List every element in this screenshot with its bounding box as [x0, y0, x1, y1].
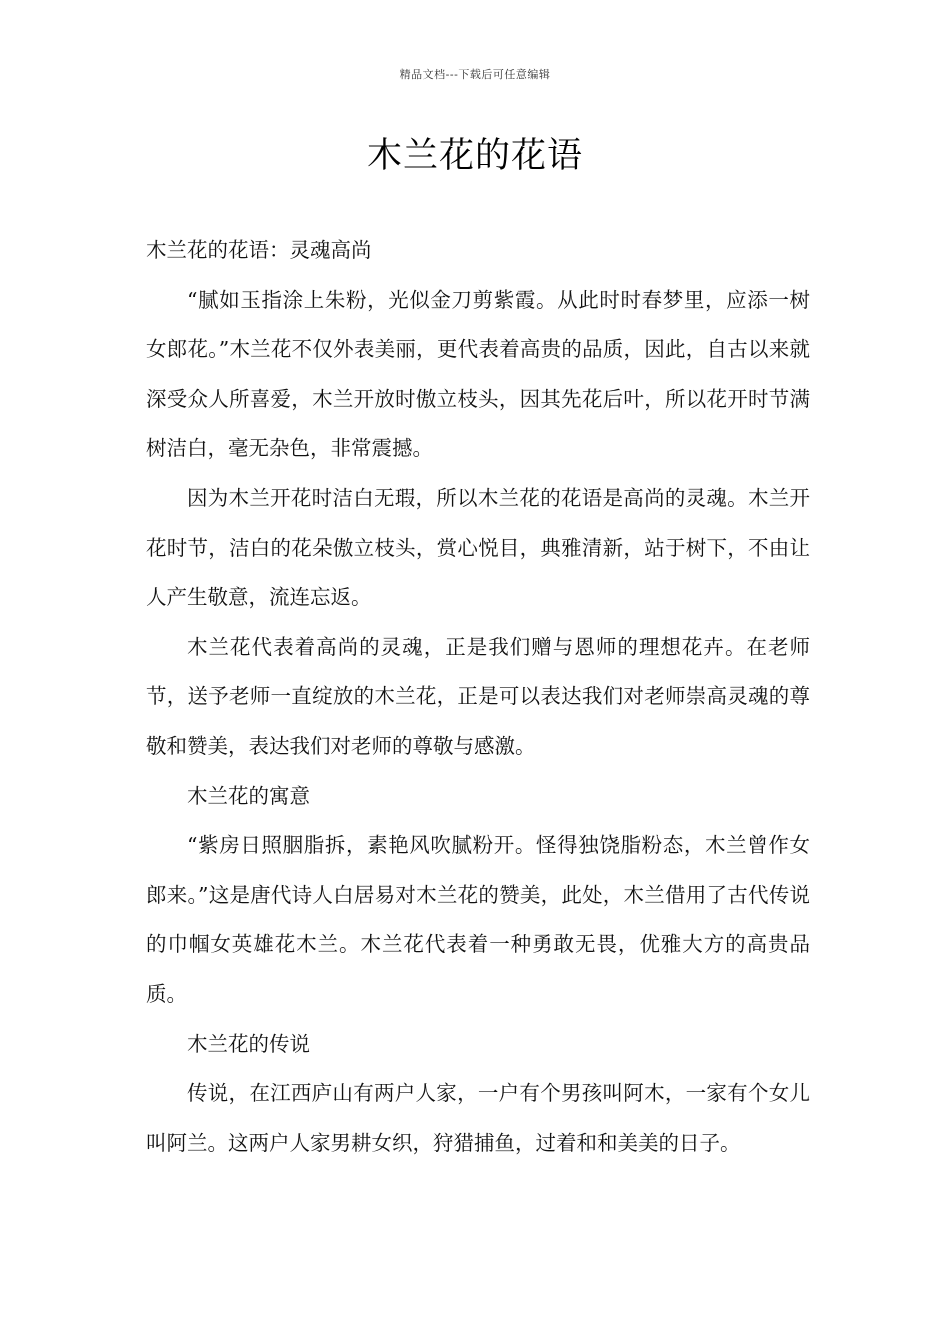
paragraph-poem-intro: “腻如玉指涂上朱粉，光似金刀剪紫霞。从此时时春梦里，应添一树女郎花。”木兰花不仅外表美丽，更代表着高贵的品质，因此，自古以来就深受众人所喜爱，木兰开放时傲立枝头，因其先花后叶，所以花开时节满树洁白，毫无杂色，非常震撼。	[146, 287, 810, 461]
section-heading-legend: 木兰花的传说	[187, 1031, 310, 1056]
paragraph-teacher-gift: 木兰花代表着高尚的灵魂，正是我们赠与恩师的理想花卉。在老师节，送予老师一直绽放的木兰花，正是可以表达我们对老师崇高灵魂的尊敬和赞美，表达我们对老师的尊敬与感激。	[146, 634, 810, 758]
document-title: 木兰花的花语	[366, 136, 583, 176]
paragraph-meaning: 因为木兰开花时洁白无瑕，所以木兰花的花语是高尚的灵魂。木兰开花时节，洁白的花朵傲立枝头，赏心悦目，典雅清新，站于树下，不由让人产生敬意，流连忘返。	[146, 485, 810, 610]
intro-line: 木兰花的花语：灵魂高尚	[146, 238, 372, 262]
header-note: 精品文档---下载后可任意编辑	[399, 68, 551, 81]
paragraph-legend: 传说，在江西庐山有两户人家，一户有个男孩叫阿木，一家有个女儿叫阿兰。这两户人家男耕女织，狩猎捕鱼，过着和和美美的日子。	[146, 1081, 810, 1155]
paragraph-symbolism: “紫房日照胭脂拆，素艳风吹腻粉开。怪得独饶脂粉态，木兰曾作女郎来。”这是唐代诗人白居易对木兰花的赞美，此处，木兰借用了古代传说的巾帼女英雄花木兰。木兰花代表着一种勇敢无畏，优雅大方的高贵品质。	[146, 833, 810, 1006]
document-body	[146, 226, 810, 1168]
section-heading-symbolism: 木兰花的寓意	[187, 783, 310, 808]
